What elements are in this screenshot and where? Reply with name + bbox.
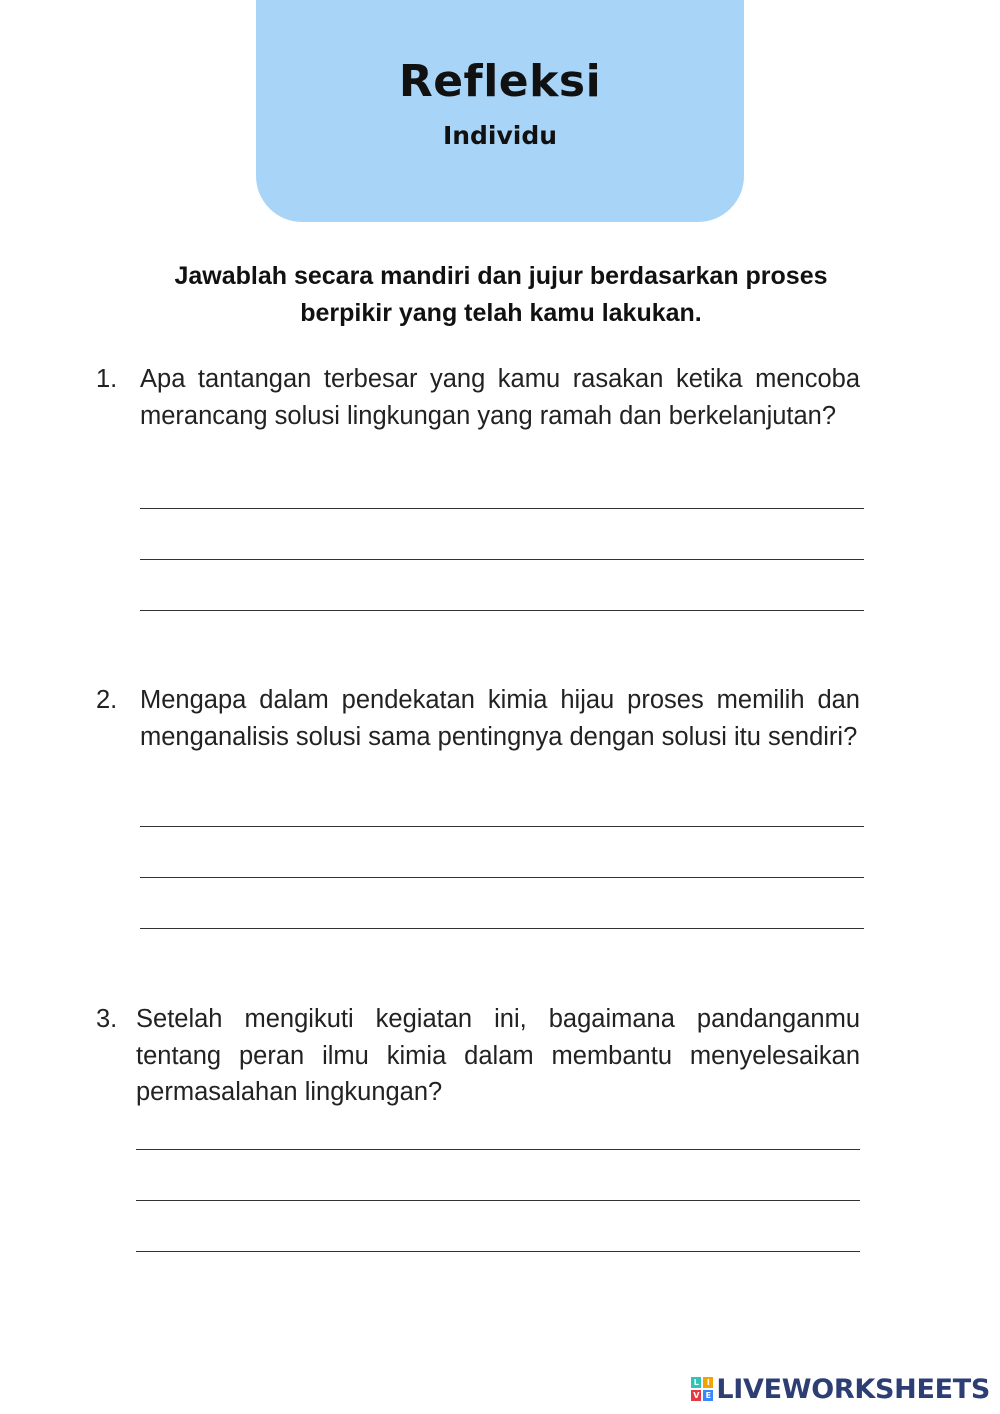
logo-cell: L bbox=[691, 1377, 701, 1388]
logo-cell: E bbox=[703, 1390, 713, 1401]
question-number: 1. bbox=[96, 365, 118, 393]
page-subtitle: Individu bbox=[442, 121, 558, 150]
question-number: 3. bbox=[96, 1005, 118, 1033]
answer-line-q2-2[interactable] bbox=[140, 877, 864, 878]
answer-line-q3-3[interactable] bbox=[136, 1251, 860, 1252]
logo-cell: I bbox=[703, 1377, 713, 1388]
liveworksheets-logo-icon bbox=[691, 1377, 713, 1401]
answer-line-q2-3[interactable] bbox=[140, 928, 864, 929]
header-banner bbox=[256, 0, 744, 222]
watermark-text: LIVEWORKSHEETS bbox=[716, 1373, 990, 1405]
question-text: Setelah mengikuti kegiatan ini, bagaimana pandanganmu tentang peran ilmu kimia dalam membantu menyelesaikan permasalahan lingkungan? bbox=[136, 1005, 860, 1106]
answer-line-q3-2[interactable] bbox=[136, 1200, 860, 1201]
answer-line-q1-2[interactable] bbox=[140, 559, 864, 560]
liveworksheets-watermark bbox=[691, 1370, 990, 1408]
question-number: 2. bbox=[96, 686, 118, 714]
question-text: Apa tantangan terbesar yang kamu rasakan ketika mencoba merancang solusi lingkungan yang ramah dan berkelanjutan? bbox=[140, 365, 860, 430]
answer-line-q1-3[interactable] bbox=[140, 610, 864, 611]
question-text: Mengapa dalam pendekatan kimia hijau proses memilih dan menganalisis solusi sama pentingnya dengan solusi itu sendiri? bbox=[140, 686, 860, 751]
question-2 bbox=[96, 682, 860, 755]
answer-line-q3-1[interactable] bbox=[136, 1149, 860, 1150]
instruction-text: Jawablah secara mandiri dan jujur berdasarkan proses berpikir yang telah kamu lakukan. bbox=[174, 262, 828, 327]
question-1 bbox=[96, 361, 860, 434]
logo-cell: V bbox=[693, 1391, 700, 1400]
question-3 bbox=[96, 1001, 860, 1111]
page-title: Refleksi bbox=[398, 56, 602, 107]
answer-line-q1-1[interactable] bbox=[140, 508, 864, 509]
answer-line-q2-1[interactable] bbox=[140, 826, 864, 827]
